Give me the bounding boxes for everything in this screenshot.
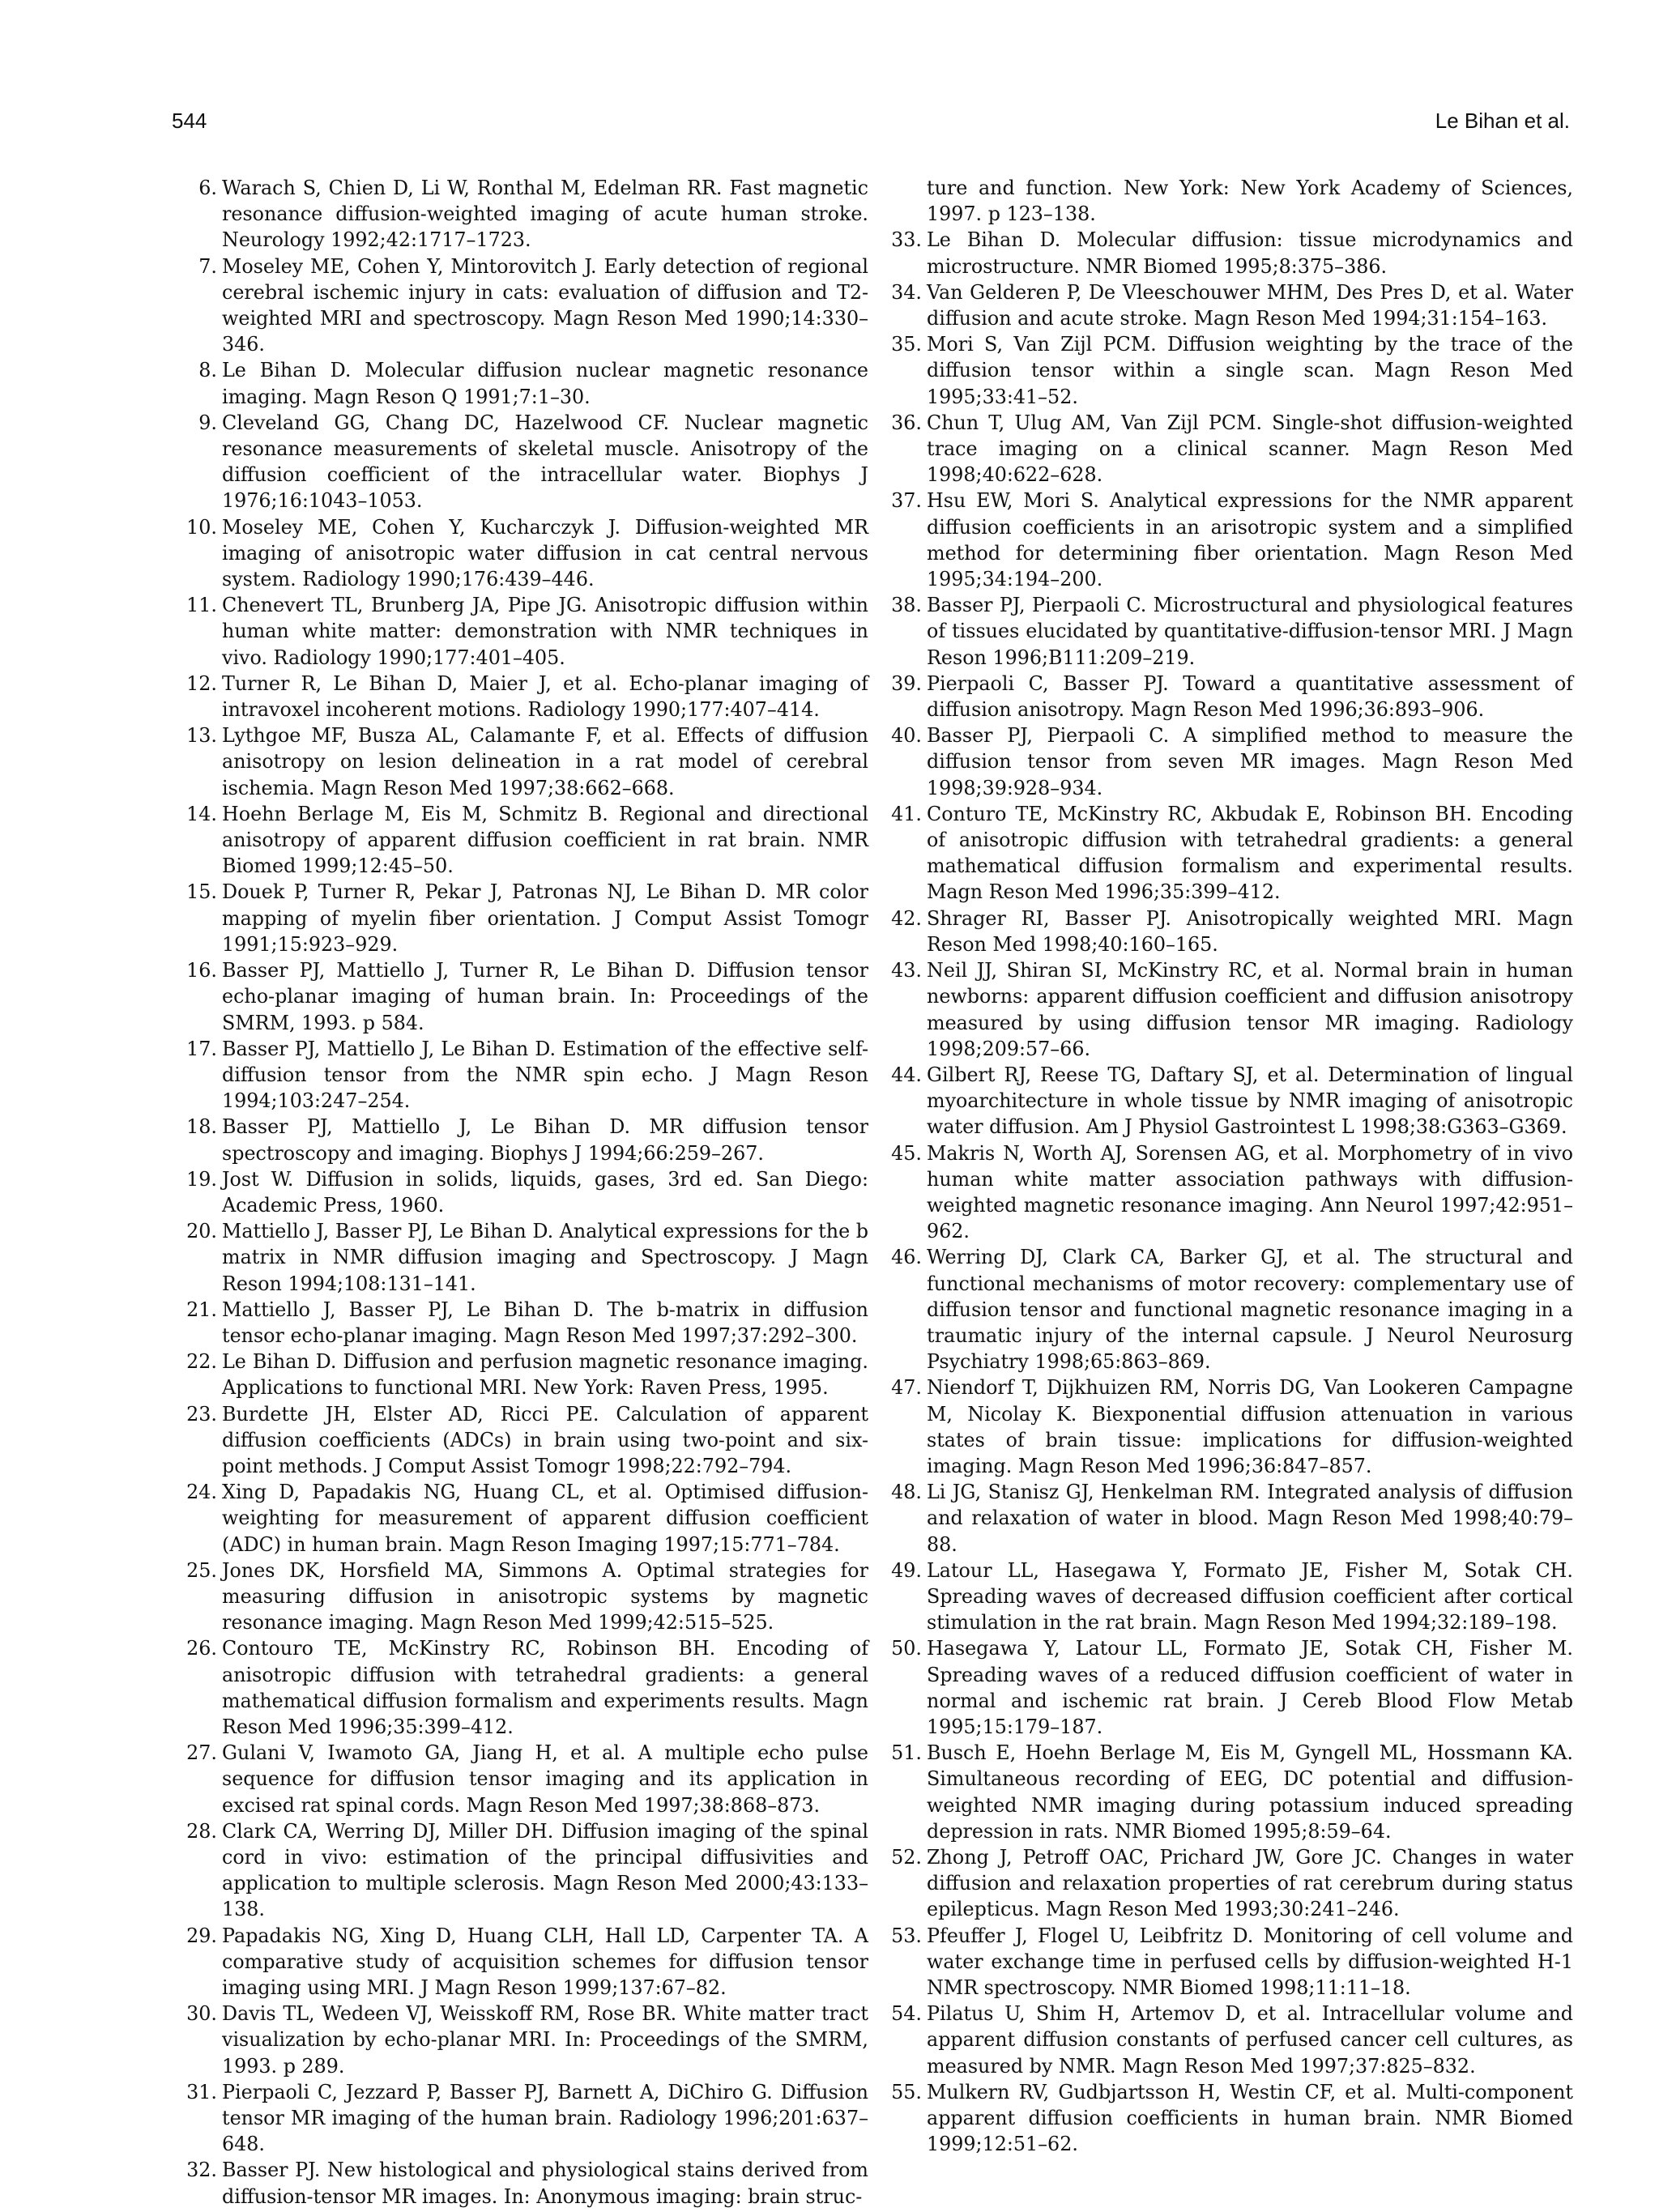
reference-list-right: [885, 175, 1573, 2157]
reference-item: [885, 801, 1573, 906]
reference-text: Busch E, Hoehn Berlage M, Eis M, Gyngell ML, Hossmann KA. Simultaneous recording of EEG, DC potential and diffusion-weighted NMR imaging during potassium induced spreading depression in rats. NMR Biomed 1995;8:59–64.: [927, 1741, 1573, 1843]
reference-item: [885, 957, 1573, 1062]
reference-item: [885, 410, 1573, 488]
reference-number: 20.: [186, 1220, 217, 1243]
reference-text: Papadakis NG, Xing D, Huang CLH, Hall LD, Carpenter TA. A comparative study of acquisition schemes for diffusion tensor imaging using MRI. J Magn Reson 1999;137:67–82.: [222, 1924, 868, 2000]
reference-text: Niendorf T, Dijkhuizen RM, Norris DG, Van Lookeren Campagne M, Nicolay K. Biexponential diffusion attenuation in various states of brain tissue: implications for diffusion-weighted imaging. Magn Reson Med 1996;36:847–857.: [927, 1376, 1573, 1477]
reference-item: [885, 2001, 1573, 2079]
reference-number: 19.: [186, 1167, 217, 1191]
reference-number: 39.: [891, 671, 922, 695]
reference-number: 27.: [186, 1741, 217, 1765]
reference-item: [180, 1635, 868, 1740]
reference-item: [885, 1923, 1573, 2001]
reference-text: Jost W. Diffusion in solids, liquids, gases, 3rd ed. San Diego: Academic Press, 1960.: [222, 1167, 868, 1217]
reference-item: [885, 722, 1573, 801]
reference-item: [180, 1114, 868, 1166]
reference-text: Hasegawa Y, Latour LL, Formato JE, Sotak CH, Fisher M. Spreading waves of a reduced diffusion coefficient of water in normal and ischemic rat brain. J Cereb Blood Flow Metab 1995;15:179–187.: [927, 1637, 1573, 1738]
reference-text: Moseley ME, Cohen Y, Mintorovitch J. Early detection of regional cerebral ischemic injury in cats: evaluation of diffusion and T2-weighted MRI and spectroscopy. Magn Reson Med 1990;14:330–346.: [222, 254, 868, 356]
reference-number: 9.: [198, 411, 217, 434]
reference-number: 26.: [186, 1637, 217, 1660]
reference-continuation: ture and function. New York: New York Academy of Sciences, 1997. p 123–138.: [927, 177, 1573, 226]
reference-number: 31.: [186, 2080, 217, 2103]
reference-item: [180, 957, 868, 1036]
reference-number: 18.: [186, 1115, 217, 1139]
reference-item: [180, 1036, 868, 1115]
reference-number: 16.: [186, 959, 217, 982]
reference-item: [885, 1062, 1573, 1140]
reference-item: [885, 1740, 1573, 1844]
reference-text: Mattiello J, Basser PJ, Le Bihan D. Analytical expressions for the b matrix in NMR diffusion imaging and Spectroscopy. J Magn Reson 1994;108:131–141.: [222, 1220, 868, 1295]
reference-number: 40.: [891, 724, 922, 748]
reference-text: Basser PJ, Mattiello J, Le Bihan D. Estimation of the effective self-diffusion tensor from the NMR spin echo. J Magn Reson 1994;103:247–254.: [222, 1037, 868, 1113]
reference-text: Basser PJ, Mattiello J, Le Bihan D. MR diffusion tensor spectroscopy and imaging. Biophys J 1994;66:259–267.: [222, 1115, 868, 1165]
reference-item: [885, 1479, 1573, 1558]
reference-number: 45.: [891, 1141, 922, 1165]
reference-number: 28.: [186, 1819, 217, 1843]
reference-item: [885, 227, 1573, 279]
reference-item: [885, 331, 1573, 410]
reference-text: Mattiello J, Basser PJ, Le Bihan D. The b-matrix in diffusion tensor echo-planar imaging. Magn Reson Med 1997;37:292–300.: [222, 1298, 868, 1347]
reference-text: Douek P, Turner R, Pekar J, Patronas NJ, Le Bihan D. MR color mapping of myelin fiber orientation. J Comput Assist Tomogr 1991;15:923–929.: [222, 880, 868, 956]
reference-number: 42.: [891, 906, 922, 930]
reference-item: [180, 1923, 868, 2001]
reference-text: Le Bihan D. Molecular diffusion: tissue microdynamics and microstructure. NMR Biomed 1995;8:375–386.: [927, 228, 1573, 278]
reference-number: 10.: [186, 515, 217, 539]
reference-list-left: [180, 175, 868, 2210]
reference-item: [180, 801, 868, 880]
reference-number: 35.: [891, 333, 922, 356]
reference-text: Shrager RI, Basser PJ. Anisotropically weighted MRI. Magn Reson Med 1998;40:160–165.: [927, 906, 1573, 956]
reference-text: Pierpaoli C, Basser PJ. Toward a quantitative assessment of diffusion anisotropy. Magn Reson Med 1996;36:893–906.: [927, 671, 1573, 722]
reference-text: Gilbert RJ, Reese TG, Daftary SJ, et al. Determination of lingual myoarchitecture in whole tissue by NMR imaging of anisotropic water diffusion. Am J Physiol Gastrointest L 1998;38:G363–G369.: [927, 1063, 1573, 1139]
reference-text: Chun T, Ulug AM, Van Zijl PCM. Single-shot diffusion-weighted trace imaging on a clinical scanner. Magn Reson Med 1998;40:622–628.: [927, 411, 1573, 487]
reference-text: Burdette JH, Elster AD, Ricci PE. Calculation of apparent diffusion coefficients (ADCs) in brain using two-point and six-point methods. J Comput Assist Tomogr 1998;22:792–794.: [222, 1402, 868, 1477]
reference-item: [885, 488, 1573, 592]
reference-number: 21.: [186, 1298, 217, 1321]
reference-item: [885, 2079, 1573, 2158]
reference-item: [180, 410, 868, 514]
reference-item: [180, 1401, 868, 1480]
reference-text: Davis TL, Wedeen VJ, Weisskoff RM, Rose BR. White matter tract visualization by echo-planar MRI. In: Proceedings of the SMRM, 1993. p 289.: [222, 2002, 868, 2078]
reference-item: [885, 279, 1573, 331]
reference-number: 8.: [198, 359, 217, 382]
reference-item: [180, 1740, 868, 1818]
reference-text: Gulani V, Iwamoto GA, Jiang H, et al. A multiple echo pulse sequence for diffusion tensor imaging and its application in excised rat spinal cords. Magn Reson Med 1997;38:868–873.: [222, 1741, 868, 1817]
reference-text: Pierpaoli C, Jezzard P, Basser PJ, Barnett A, DiChiro G. Diffusion tensor MR imaging of the human brain. Radiology 1996;201:637–648.: [222, 2080, 868, 2156]
reference-text: Clark CA, Werring DJ, Miller DH. Diffusion imaging of the spinal cord in vivo: estimation of the principal diffusivities and application to multiple sclerosis. Magn Reson Med 2000;43:133–138.: [222, 1819, 868, 1921]
reference-item: [885, 1558, 1573, 1636]
reference-text: Basser PJ. New histological and physiological stains derived from diffusion-tensor MR images. In: Anonymous imaging: brain struc-: [222, 2159, 868, 2208]
reference-text: Mulkern RV, Gudbjartsson H, Westin CF, et al. Multi-component apparent diffusion coefficients in human brain. NMR Biomed 1999;12:51–62.: [927, 2080, 1573, 2156]
reference-item: [180, 592, 868, 671]
reference-number: 43.: [891, 959, 922, 982]
reference-number: 50.: [891, 1637, 922, 1660]
reference-item: [885, 1844, 1573, 1923]
reference-item: [180, 2001, 868, 2079]
reference-text: Hoehn Berlage M, Eis M, Schmitz B. Regional and directional anisotropy of apparent diffusion coefficient in rat brain. NMR Biomed 1999;12:45–50.: [222, 802, 868, 878]
reference-item: [180, 1166, 868, 1218]
reference-number: 7.: [198, 254, 217, 278]
reference-item: [885, 592, 1573, 671]
reference-item: [180, 671, 868, 722]
reference-item: [885, 671, 1573, 722]
reference-text: Moseley ME, Cohen Y, Kucharczyk J. Diffusion-weighted MR imaging of anisotropic water diffusion in cat central nervous system. Radiology 1990;176:439–446.: [222, 515, 868, 591]
reference-number: 14.: [186, 802, 217, 825]
reference-text: Xing D, Papadakis NG, Huang CL, et al. Optimised diffusion-weighting for measurement of apparent diffusion coefficient (ADC) in human brain. Magn Reson Imaging 1997;15:771–784.: [222, 1481, 868, 1556]
reference-item: [180, 1558, 868, 1636]
reference-text: Li JG, Stanisz GJ, Henkelman RM. Integrated analysis of diffusion and relaxation of water in blood. Magn Reson Med 1998;40:79–88.: [927, 1481, 1573, 1556]
reference-item: [885, 1375, 1573, 1479]
reference-text: Basser PJ, Pierpaoli C. A simplified method to measure the diffusion tensor from seven MR images. Magn Reson Med 1998;39:928–934.: [927, 724, 1573, 799]
reference-item: [180, 722, 868, 801]
reference-number: 54.: [891, 2002, 922, 2026]
reference-number: 53.: [891, 1924, 922, 1947]
reference-number: 24.: [186, 1481, 217, 1504]
reference-number: 55.: [891, 2080, 922, 2103]
reference-number: 47.: [891, 1376, 922, 1400]
reference-text: Lythgoe MF, Busza AL, Calamante F, et al. Effects of diffusion anisotropy on lesion delineation in a rat model of cerebral ischemia. Magn Reson Med 1997;38:662–668.: [222, 724, 868, 799]
reference-text: Cleveland GG, Chang DC, Hazelwood CF. Nuclear magnetic resonance measurements of skeletal muscle. Anisotropy of the diffusion coefficient of the intracellular water. Biophys J 1976;16:1043–1053.: [222, 411, 868, 513]
reference-item: [180, 2079, 868, 2158]
reference-item: [885, 906, 1573, 957]
reference-number: 41.: [891, 802, 922, 825]
reference-text: Le Bihan D. Molecular diffusion nuclear magnetic resonance imaging. Magn Reson Q 1991;7:1–30.: [222, 359, 868, 408]
reference-item: [180, 2157, 868, 2209]
reference-text: Makris N, Worth AJ, Sorensen AG, et al. Morphometry of in vivo human white matter association pathways with diffusion-weighted magnetic resonance imaging. Ann Neurol 1997;42:951–962.: [927, 1141, 1573, 1243]
reference-text: Basser PJ, Pierpaoli C. Microstructural and physiological features of tissues elucidated by quantitative-diffusion-tensor MRI. J Magn Reson 1996;B111:209–219.: [927, 594, 1573, 669]
reference-number: 52.: [891, 1846, 922, 1869]
reference-number: 11.: [186, 594, 217, 617]
reference-number: 6.: [198, 177, 217, 199]
reference-text: Conturo TE, McKinstry RC, Akbudak E, Robinson BH. Encoding of anisotropic diffusion with tetrahedral gradients: a general mathematical diffusion formalism and experimental results. Magn Reson Med 1996;35:399–412.: [927, 802, 1573, 904]
reference-text: Zhong J, Petroff OAC, Prichard JW, Gore JC. Changes in water diffusion and relaxation properties of rat cerebrum during status epilepticus. Magn Reson Med 1993;30:241–246.: [927, 1846, 1573, 1921]
reference-item: [180, 175, 868, 254]
reference-number: 48.: [891, 1481, 922, 1504]
reference-number: 33.: [891, 228, 922, 252]
reference-number: 30.: [186, 2002, 217, 2026]
reference-number: 34.: [891, 280, 922, 304]
reference-number: 38.: [891, 594, 922, 617]
reference-number: 46.: [891, 1246, 922, 1269]
reference-text: Pfeuffer J, Flogel U, Leibfritz D. Monitoring of cell volume and water exchange time in perfused cells by diffusion-weighted H-1 NMR spectroscopy. NMR Biomed 1998;11:11–18.: [927, 1924, 1573, 2000]
reference-item: [885, 1140, 1573, 1245]
reference-text: Contouro TE, McKinstry RC, Robinson BH. Encoding of anisotropic diffusion with tetrahedral gradients: a general mathematical diffusion formalism and experiments results. Magn Reson Med 1996;35:399–412.: [222, 1637, 868, 1738]
reference-number: 44.: [891, 1063, 922, 1086]
reference-number: 32.: [186, 2159, 217, 2182]
reference-text: Basser PJ, Mattiello J, Turner R, Le Bihan D. Diffusion tensor echo-planar imaging of human brain. In: Proceedings of the SMRM, 1993. p 584.: [222, 959, 868, 1034]
reference-item: [180, 1349, 868, 1400]
reference-number: 29.: [186, 1924, 217, 1947]
running-author: Le Bihan et al.: [1435, 109, 1570, 133]
reference-text: Hsu EW, Mori S. Analytical expressions for the NMR apparent diffusion coefficients in an arisotropic system and a simplified method for determining fiber orientation. Magn Reson Med 1995;34:194–200.: [927, 489, 1573, 591]
reference-number: 37.: [891, 489, 922, 513]
reference-text: Pilatus U, Shim H, Artemov D, et al. Intracellular volume and apparent diffusion constants of perfused cancer cell cultures, as measured by NMR. Magn Reson Med 1997;37:825–832.: [927, 2002, 1573, 2078]
page-number: 544: [172, 109, 207, 133]
reference-item: [180, 1818, 868, 1923]
reference-item: [180, 1479, 868, 1558]
reference-item: [885, 1635, 1573, 1740]
reference-text: Mori S, Van Zijl PCM. Diffusion weighting by the trace of the diffusion tensor within a single scan. Magn Reson Med 1995;33:41–52.: [927, 333, 1573, 408]
reference-number: 12.: [186, 671, 217, 695]
reference-number: 22.: [186, 1350, 217, 1374]
reference-item: [180, 879, 868, 957]
reference-number: 17.: [186, 1037, 217, 1060]
reference-item: [180, 357, 868, 409]
reference-text: Latour LL, Hasegawa Y, Formato JE, Fisher M, Sotak CH. Spreading waves of decreased diffusion coefficient after cortical stimulation in the rat brain. Magn Reson Med 1994;32:189–198.: [927, 1558, 1573, 1634]
reference-text: Neil JJ, Shiran SI, McKinstry RC, et al. Normal brain in human newborns: apparent diffusion coefficient and diffusion anisotropy measured by using diffusion tensor MR imaging. Radiology 1998;209:57–66.: [927, 959, 1573, 1060]
reference-item: [180, 1297, 868, 1349]
reference-text: Jones DK, Horsfield MA, Simmons A. Optimal strategies for measuring diffusion in anisotropic systems by magnetic resonance imaging. Magn Reson Med 1999;42:515–525.: [222, 1558, 868, 1634]
reference-text: Werring DJ, Clark CA, Barker GJ, et al. The structural and functional mechanisms of motor recovery: complementary use of diffusion tensor and functional magnetic resonance imaging in a traumatic injury of the internal capsule. J Neurol Neurosurg Psychiatry 1998;65:863–869.: [927, 1246, 1573, 1374]
reference-item: [180, 1218, 868, 1297]
reference-number: 36.: [891, 411, 922, 434]
reference-item: [885, 1244, 1573, 1375]
reference-number: 49.: [891, 1558, 922, 1582]
reference-number: 51.: [891, 1741, 922, 1765]
reference-number: 23.: [186, 1402, 217, 1426]
reference-item: [180, 254, 868, 358]
reference-text: Van Gelderen P, De Vleeschouwer MHM, Des Pres D, et al. Water diffusion and acute stroke. Magn Reson Med 1994;31:154–163.: [927, 280, 1573, 330]
reference-text: Le Bihan D. Diffusion and perfusion magnetic resonance imaging. Applications to functional MRI. New York: Raven Press, 1995.: [222, 1350, 868, 1400]
reference-number: 13.: [186, 724, 217, 748]
reference-item: [180, 514, 868, 593]
reference-number: 25.: [186, 1558, 217, 1582]
reference-text: Turner R, Le Bihan D, Maier J, et al. Echo-planar imaging of intravoxel incoherent motions. Radiology 1990;177:407–414.: [222, 671, 868, 722]
reference-text: Warach S, Chien D, Li W, Ronthal M, Edelman RR. Fast magnetic resonance diffusion-weighted imaging of acute human stroke. Neurology 1992;42:1717–1723.: [222, 177, 868, 252]
reference-text: Chenevert TL, Brunberg JA, Pipe JG. Anisotropic diffusion within human white matter: demonstration with NMR techniques in vivo. Radiology 1990;177:401–405.: [222, 594, 868, 669]
reference-number: 15.: [186, 880, 217, 904]
